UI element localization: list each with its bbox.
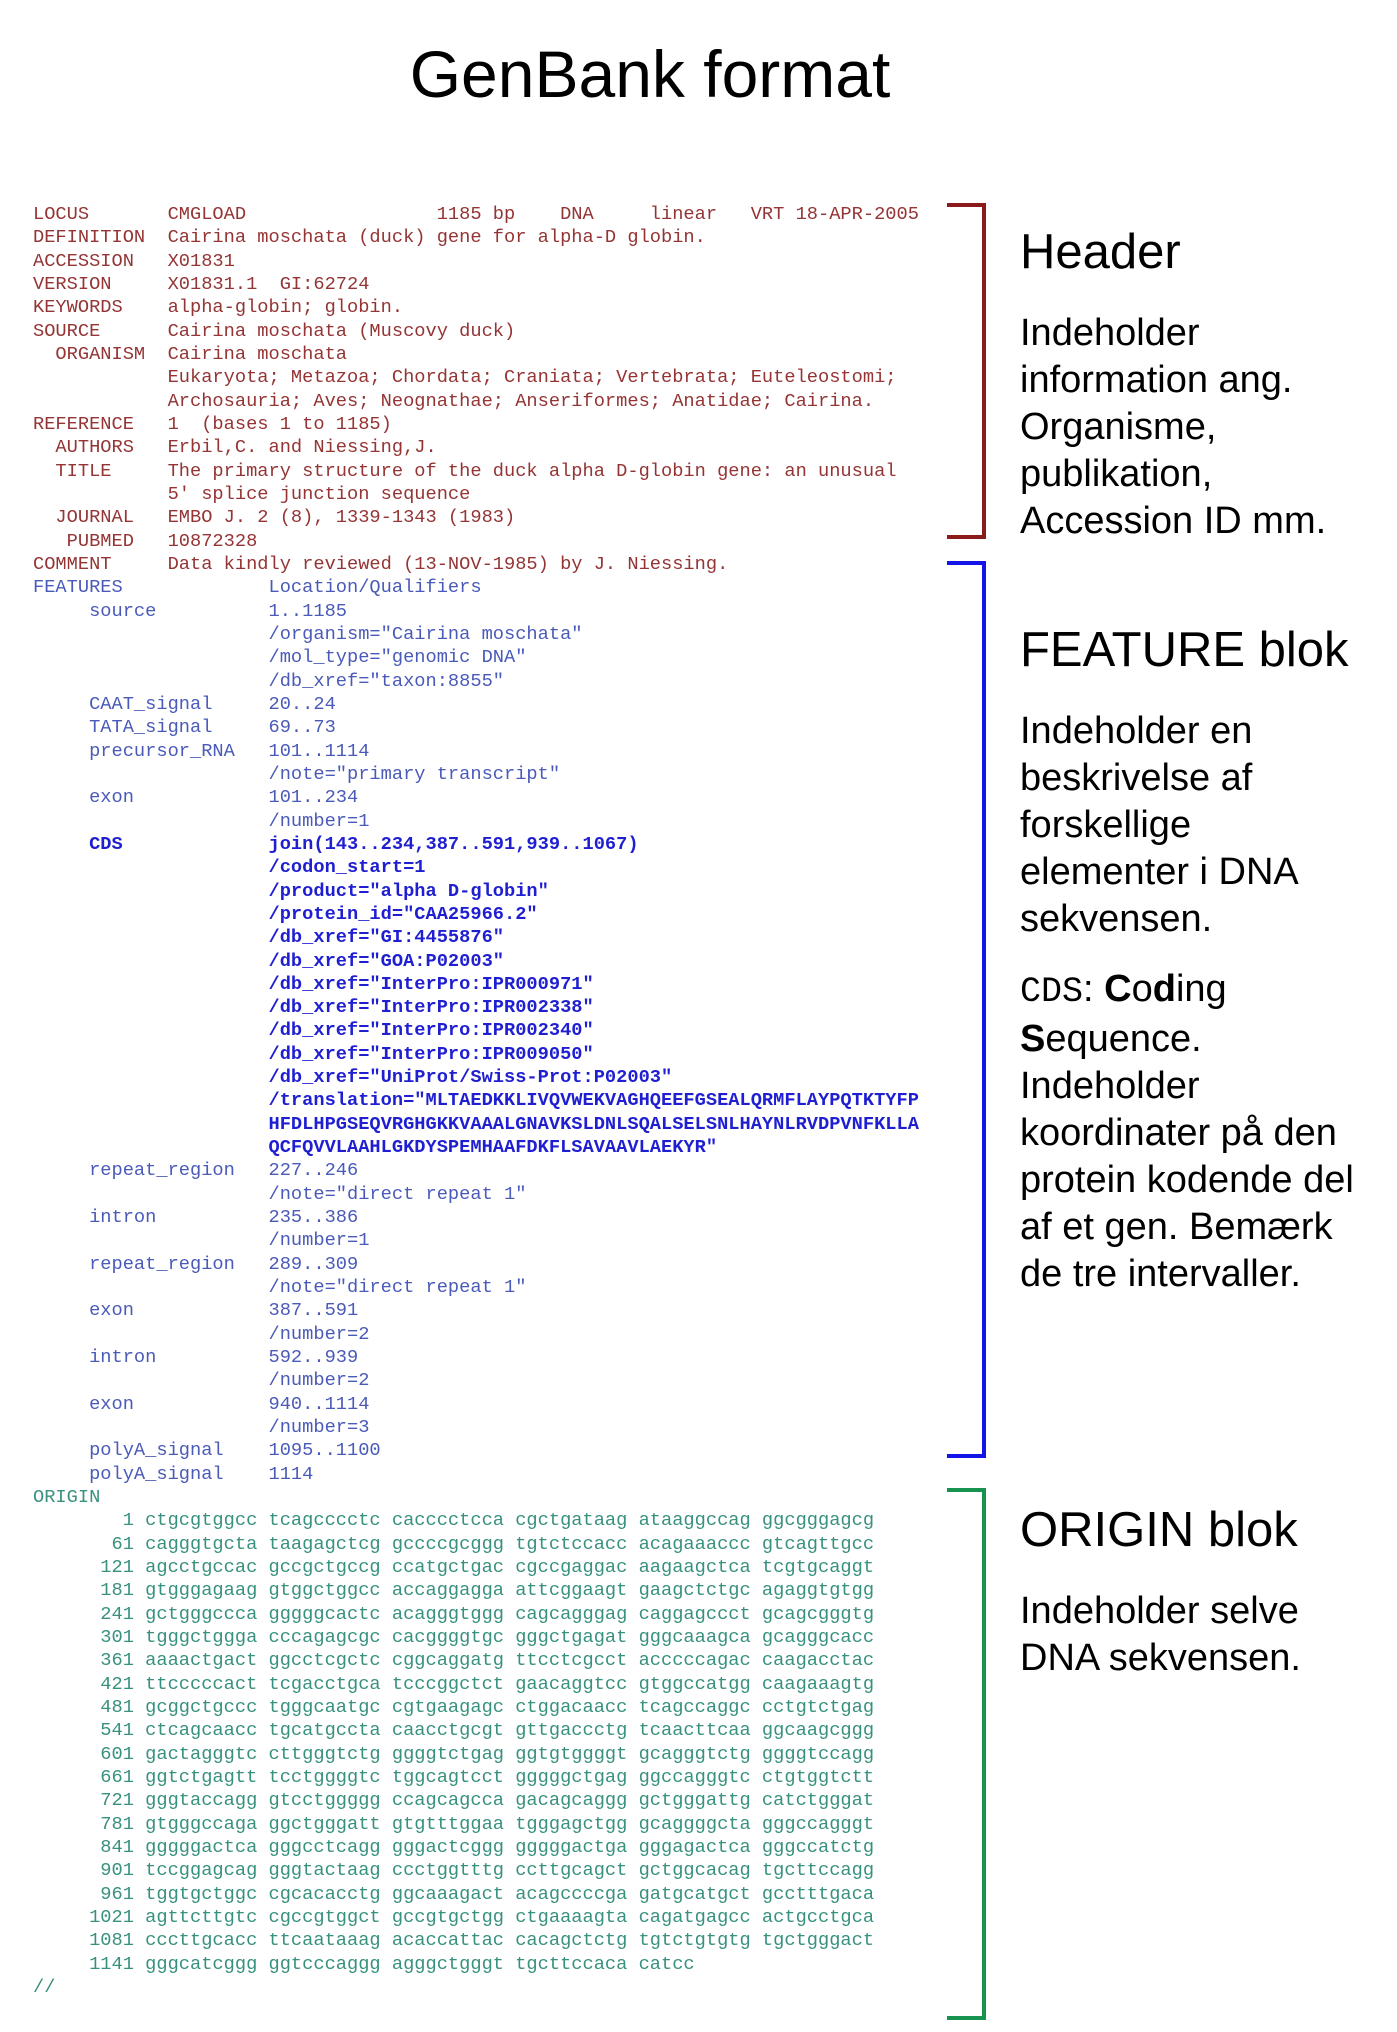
- header-note-body: Indeholder information ang. Organisme, publikation, Accession ID mm.: [1020, 312, 1327, 542]
- origin-note: [1020, 1500, 1392, 1682]
- header-note-title: Header: [1020, 225, 1181, 279]
- origin-note-title: ORIGIN blok: [1020, 1503, 1298, 1557]
- feature-note-body: Indeholder en beskrivelse af forskellige elementer i DNA sekvensen.: [1020, 710, 1299, 940]
- cds-note-body: CDS: Coding Sequence. Indeholder koordinater på den protein kodende del af et gen. Bemærk de tre intervaller.: [1020, 968, 1354, 1295]
- page-title: GenBank format: [409, 37, 891, 111]
- feature-note-title: FEATURE blok: [1020, 623, 1349, 677]
- header-note: [1020, 222, 1392, 545]
- genbank-record: LOCUS CMGLOAD 1185 bp DNA linear VRT 18-APR-2005 DEFINITION Cairina moschata (duck) gene for alpha-D globin. ACCESSION X01831 VERSION X01831.1 GI:62724 KEYWORDS alpha-globin; globin. SOURCE Cairina moschata (Muscovy duck) ORGANISM Cairina moschata Eukaryota; Metazoa; Chordata; Craniata; Vertebrata; Euteleostomi; Archosauria; Aves; Neognathae; Anseriformes; Anatidae; Cairina. REFERENCE 1 (bases 1 to 1185) AUTHORS Erbil,C. and Niessing,J. TITLE The primary structure of the duck alpha D-globin gene: an unusual 5' splice junction sequence JOURNAL EMBO J. 2 (8), 1339-1343 (1983) PUBMED 10872328 COMMENT Data kindly reviewed (13-NOV-1985) by J. Niessing. FEATURES Location/Qualifiers source 1..1185 /organism="Cairina moschata" /mol_type="genomic DNA" /db_xref="taxon:8855" CAAT_signal 20..24 TATA_signal 69..73 precursor_RNA 101..1114 /note="primary transcript" exon 101..234 /number=1 CDS join(143..234,387..591,939..1067) /codon_start=1 /product="alpha D-globin" /protein_id="CAA25966.2" /db_xref="GI:4455876" /db_xref="GOA:P02003" /db_xref="InterPro:IPR000971" /db_xref="InterPro:IPR002338" /db_xref="InterPro:IPR002340" /db_xref="InterPro:IPR009050" /db_xref="UniProt/Swiss-Prot:P02003" /translation="MLTAEDKKLIVQVWEKVAGHQEEFGSEALQRMFLAYPQTKTYFP HFDLHPGSEQVRGHGKKVAAALGNAVKSLDNLSQALSELSNLHAYNLRVDPVNFKLLA QCFQVVLAAHLGKDYSPEMHAAFDKFLSAVAAVLAEKYR" repeat_region 227..246 /note="direct repeat 1" intron 235..386 /number=1 repeat_region 289..309 /note="direct repeat 1" exon 387..591 /number=2 intron 592..939 /number=2 exon 940..1114 /number=3 polyA_signal 1095..1100 polyA_signal 1114 ORIGIN 1 ctgcgtggcc tcagcccctc cacccctcca cgctgataag ataaggccag ggcgggagcg 61 cagggtgcta taagagctcg gccccgcggg tgtctccacc acagaaaccc gtcagttgcc 121 agcctgccac gccgctgccg ccatgctgac cgccgaggac aagaagctca tcgtgcaggt 181 gtgggagaag gtggctggcc accaggagga attcggaagt gaagctctgc agaggtgtgg 241 gctgggccca gggggcactc acagggtggg cagcagggag caggagccct gcagcgggtg 301 tgggctggga cccagagcgc cacggggtgc gggctgagat gggcaaagca gcagggcacc 361 aaaactgact ggcctcgctc cggcaggatg ttcctcgcct acccccagac caagacctac 421 ttcccccact tcgacctgca tcccggctct gaacaggtcc gtggccatgg caagaaagtg 481 gcggctgccc tgggcaatgc cgtgaagagc ctggacaacc tcagccaggc cctgtctgag 541 ctcagcaacc tgcatgccta caacctgcgt gttgaccctg tcaacttcaa ggcaagcggg 601 gactagggtc cttgggtctg ggggtctgag ggtgtggggt gcagggtctg ggggtccagg 661 ggtctgagtt tcctggggtc tggcagtcct gggggctgag ggccagggtc ctgtggtctt 721 gggtaccagg gtcctggggg ccagcagcca gacagcaggg gctgggattg catctgggat 781 gtgggccaga ggctgggatt gtgtttggaa tgggagctgg gcaggggcta gggccagggt 841 gggggactca gggcctcagg gggactcggg gggggactga gggagactca gggccatctg 901 tccggagcag gggtactaag ccctggtttg ccttgcagct gctggcacag tgcttccagg 961 tggtgctggc cgcacacctg ggcaaagact acagccccga gatgcatgct gcctttgaca 1021 agttcttgtc cgccgtggct gccgtgctgg ctgaaaagta cagatgagcc actgcctgca 1081 cccttgcacc ttcaataaag acaccattac cacagctctg tgtctgtgtg tgctgggact 1141 gggcatcggg ggtcccaggg agggctgggt tgcttccaca catcc //: [33, 203, 919, 1998]
- feature-bracket: [947, 561, 986, 1458]
- feature-note: [1020, 620, 1392, 943]
- origin-note-body: Indeholder selve DNA sekvensen.: [1020, 1590, 1301, 1679]
- origin-bracket: [947, 1488, 986, 2020]
- cds-note: [1020, 966, 1392, 1298]
- header-bracket: [947, 203, 986, 539]
